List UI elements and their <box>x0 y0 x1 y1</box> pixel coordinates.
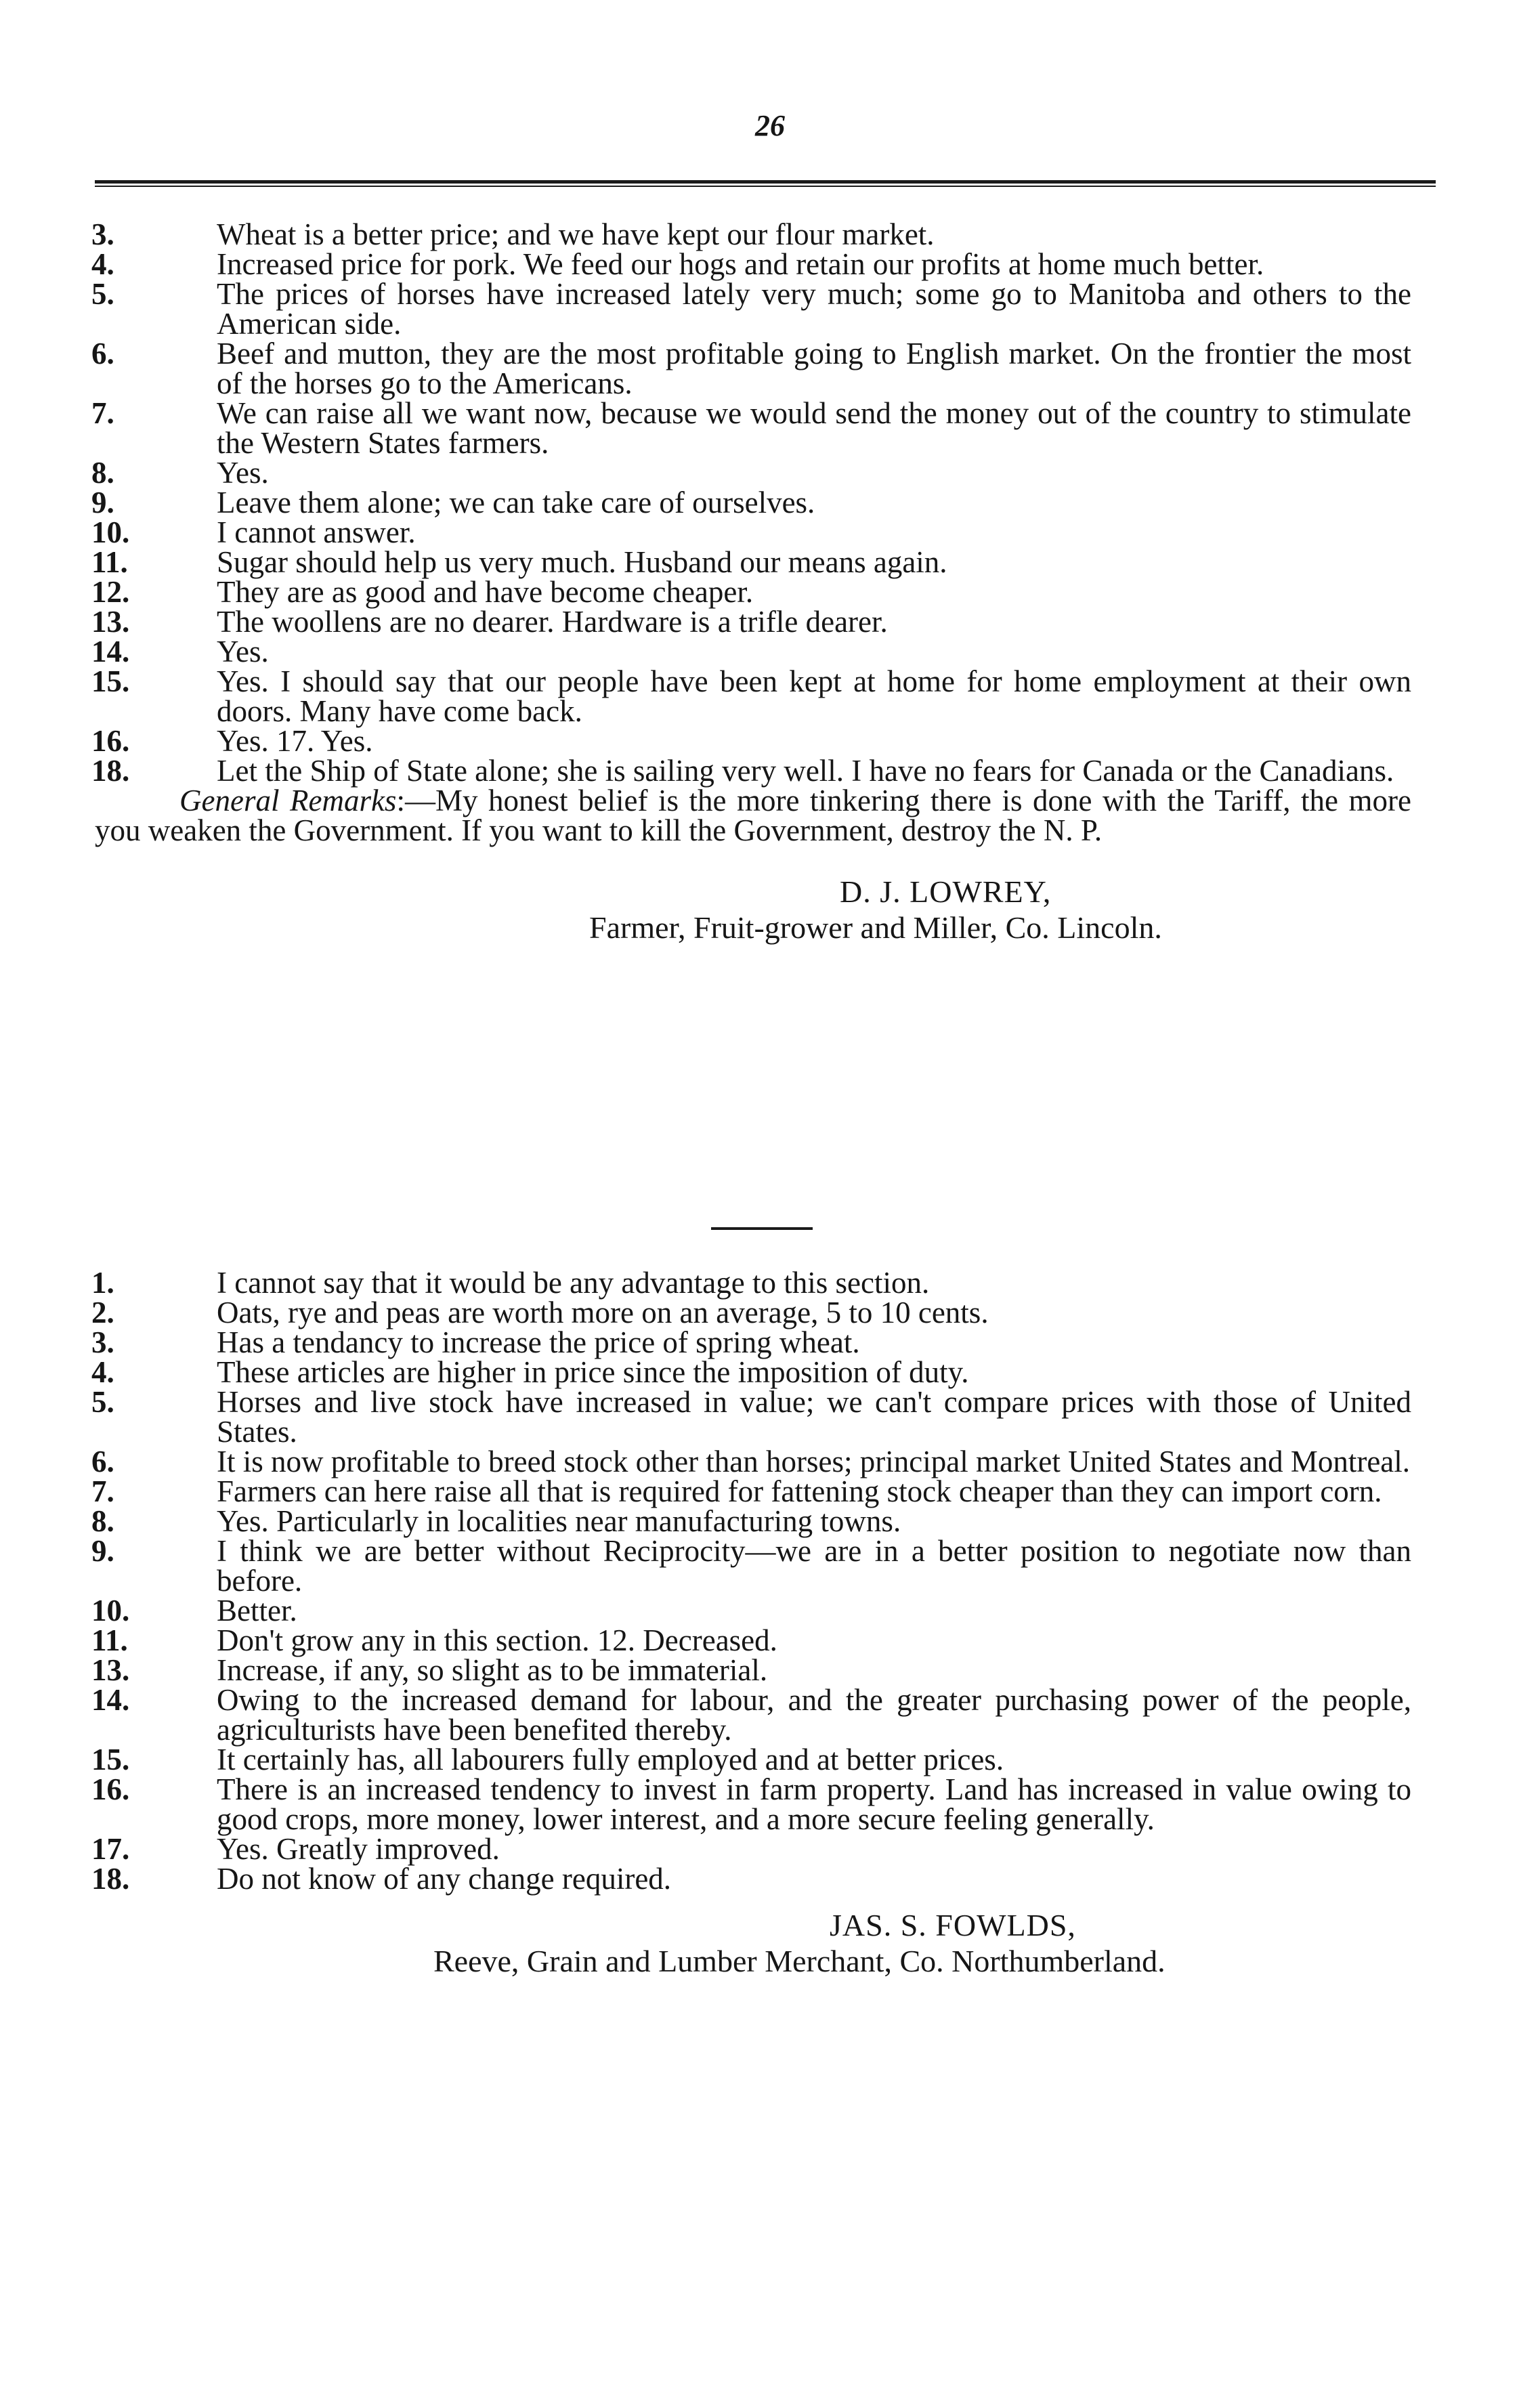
answer-text: Beef and mutton, they are the most profitable going to English market. On the frontier the most of the horses go to the Americans. <box>217 337 1411 400</box>
answer-item <box>0 219 1540 249</box>
answer-item <box>0 1596 1540 1625</box>
answer-item <box>0 1655 1540 1685</box>
answer-item <box>0 1447 1540 1476</box>
answer-text: The woollens are no dearer. Hardware is a trifle dearer. <box>217 605 888 639</box>
answer-item <box>0 1476 1540 1506</box>
answer-number: 7. <box>91 396 114 430</box>
general-remarks <box>0 786 1540 845</box>
answer-text: There is an increased tendency to invest in farm property. Land has increased in value owing to good crops, more money, lower interest, and a more secure feeling generally. <box>217 1772 1411 1836</box>
answer-text: Oats, rye and peas are worth more on an average, 5 to 10 cents. <box>217 1296 989 1329</box>
answer-item <box>0 1387 1540 1447</box>
answer-item <box>0 1536 1540 1596</box>
signature-title: Reeve, Grain and Lumber Merchant, Co. Northumberland. <box>433 1944 1165 1978</box>
answer-text: Increased price for pork. We feed our hogs and retain our profits at home much better. <box>217 247 1264 281</box>
answer-number: 3. <box>91 217 114 251</box>
answer-number: 11. <box>91 1623 128 1657</box>
answer-text: Horses and live stock have increased in value; we can't compare prices with those of United States. <box>217 1385 1411 1449</box>
answer-item <box>0 1834 1540 1864</box>
answer-number: 2. <box>91 1296 114 1329</box>
answer-text: I cannot answer. <box>217 515 416 549</box>
answer-text: Yes. I should say that our people have been kept at home for home employment at their own doors. Many have come back. <box>217 664 1411 728</box>
answer-item <box>0 577 1540 607</box>
letter-fowlds <box>0 1268 1540 1980</box>
answer-number: 8. <box>91 1504 114 1538</box>
answer-text: I cannot say that it would be any advantage to this section. <box>217 1266 930 1300</box>
answer-number: 16. <box>91 724 130 758</box>
answer-item <box>0 1745 1540 1774</box>
answer-number: 9. <box>91 1534 114 1568</box>
answer-text: Farmers can here raise all that is required for fattening stock cheaper than they can import corn. <box>217 1474 1382 1508</box>
answer-text: It is now profitable to breed stock other than horses; principal market United States and Montreal. <box>217 1445 1411 1478</box>
answer-item <box>0 249 1540 279</box>
answer-number: 12. <box>91 575 130 609</box>
answer-item <box>0 458 1540 488</box>
header-rule <box>95 180 1436 187</box>
answer-number: 9. <box>91 486 114 519</box>
answer-text: They are as good and have become cheaper. <box>217 575 754 609</box>
answer-number: 18. <box>91 1862 130 1896</box>
answer-text: Increase, if any, so slight as to be immaterial. <box>217 1653 768 1687</box>
answer-text: Better. <box>217 1594 297 1627</box>
answer-number: 3. <box>91 1325 114 1359</box>
answer-number: 6. <box>91 1445 114 1478</box>
answer-text: Let the Ship of State alone; she is sailing very well. I have no fears for Canada or the Canadians. <box>217 754 1394 788</box>
answer-item <box>0 637 1540 666</box>
answer-number: 10. <box>91 515 130 549</box>
answer-number: 10. <box>91 1594 130 1627</box>
answer-number: 14. <box>91 635 130 668</box>
answer-item <box>0 726 1540 756</box>
answer-number: 13. <box>91 1653 130 1687</box>
answer-item <box>0 1506 1540 1536</box>
remarks-label: General Remarks <box>179 784 397 817</box>
answer-text: Do not know of any change required. <box>217 1862 672 1896</box>
answer-text: We can raise all we want now, because we would send the money out of the country to stimulate the Western States farmers. <box>217 396 1411 460</box>
section-divider <box>711 1227 813 1230</box>
answer-number: 17. <box>91 1832 130 1866</box>
answer-number: 7. <box>91 1474 114 1508</box>
answer-item <box>0 756 1540 786</box>
answer-item <box>0 1864 1540 1894</box>
answer-item <box>0 1298 1540 1327</box>
answer-item <box>0 1625 1540 1655</box>
answer-text: Yes. <box>217 635 269 668</box>
answer-number: 15. <box>91 664 130 698</box>
answer-text: Has a tendancy to increase the price of spring wheat. <box>217 1325 860 1359</box>
answer-text: Leave them alone; we can take care of ourselves. <box>217 486 815 519</box>
answer-number: 13. <box>91 605 130 639</box>
answer-item <box>0 1357 1540 1387</box>
answer-item <box>0 279 1540 339</box>
answer-text: I think we are better without Reciprocity—we are in a better position to negotiate now than before. <box>217 1534 1411 1598</box>
letter-lowrey <box>0 219 1540 947</box>
answer-text: It certainly has, all labourers fully employed and at better prices. <box>217 1743 1004 1776</box>
answer-number: 16. <box>91 1772 130 1806</box>
answer-number: 4. <box>91 247 114 281</box>
answer-text: Don't grow any in this section. 12. Decreased. <box>217 1623 777 1657</box>
signature-name: JAS. S. FOWLDS, <box>830 1908 1076 1942</box>
answer-text: Sugar should help us very much. Husband our means again. <box>217 545 947 579</box>
answer-text: These articles are higher in price since the imposition of duty. <box>217 1355 969 1389</box>
answer-text: Yes. Greatly improved. <box>217 1832 500 1866</box>
answer-item <box>0 1774 1540 1834</box>
answer-number: 18. <box>91 754 130 788</box>
answer-number: 14. <box>91 1683 130 1717</box>
answer-item <box>0 517 1540 547</box>
answer-item <box>0 1268 1540 1298</box>
answer-number: 15. <box>91 1743 130 1776</box>
answer-text: Yes. Particularly in localities near manufacturing towns. <box>217 1504 901 1538</box>
answer-item <box>0 1327 1540 1357</box>
answer-number: 8. <box>91 456 114 490</box>
answer-text: Yes. <box>217 456 269 490</box>
answer-number: 1. <box>91 1266 114 1300</box>
answer-item <box>0 607 1540 637</box>
answer-item <box>0 339 1540 398</box>
page-number: 26 <box>755 109 785 142</box>
answer-text: Wheat is a better price; and we have kept our flour market. <box>217 217 935 251</box>
answer-item <box>0 488 1540 517</box>
signature-name: D. J. LOWREY, <box>840 874 1052 909</box>
answer-item <box>0 666 1540 726</box>
answer-number: 6. <box>91 337 114 370</box>
remarks-text: :—My honest belief is the more tinkering there is done with the Tariff, the more you weaken the Government. If you want to kill the Government, destroy the N. P. <box>95 784 1411 847</box>
answer-text: The prices of horses have increased lately very much; some go to Manitoba and others to the American side. <box>217 277 1411 341</box>
signature-title: Farmer, Fruit-grower and Miller, Co. Lincoln. <box>589 910 1162 945</box>
answer-text: Yes. 17. Yes. <box>217 724 373 758</box>
answer-item <box>0 1685 1540 1745</box>
answer-item <box>0 398 1540 458</box>
answer-number: 5. <box>91 277 114 311</box>
answer-item <box>0 547 1540 577</box>
answer-number: 4. <box>91 1355 114 1389</box>
answer-number: 11. <box>91 545 128 579</box>
answer-number: 5. <box>91 1385 114 1419</box>
answer-text: Owing to the increased demand for labour, and the greater purchasing power of the people, agriculturists have been benefited thereby. <box>217 1683 1411 1747</box>
